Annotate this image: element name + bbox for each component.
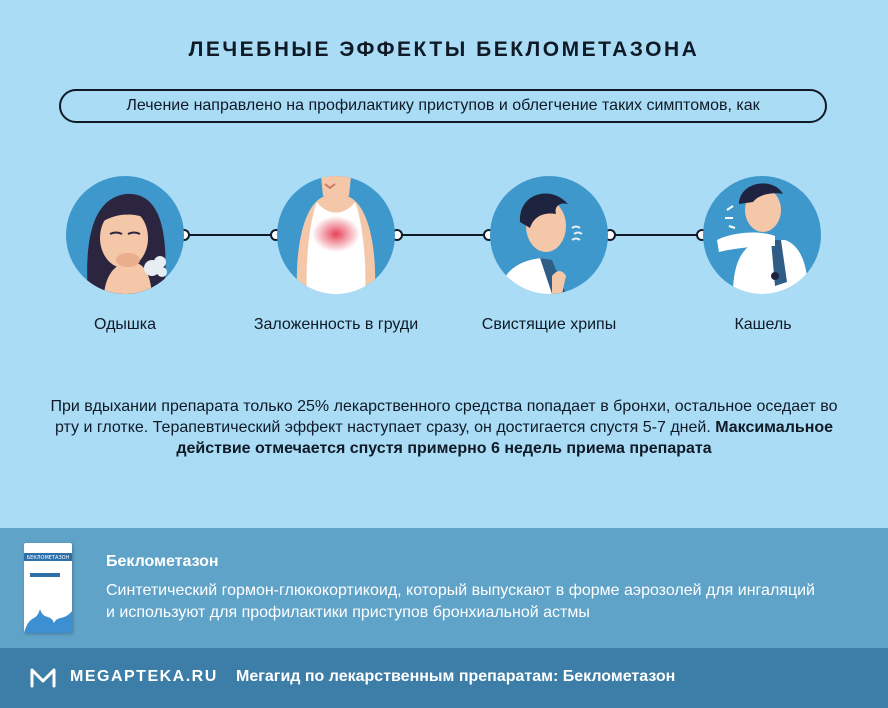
page-title: ЛЕЧЕБНЫЕ ЭФФЕКТЫ БЕКЛОМЕТАЗОНА <box>188 38 700 61</box>
symptom-label-1: Одышка <box>93 316 156 333</box>
info-text: При вдыхании препарата только 25% лекарственного средства попадает в бронхи, остальное оседает во рту и глотке. Терапевтический эффект наступает сразу, он достигается спустя 5-7 дней. <box>50 398 838 436</box>
subtitle-text: Лечение направлено на профилактику приступов и облегчение таких симптомов, как <box>126 97 760 114</box>
wheezing-man-icon <box>490 176 608 294</box>
drug-box-label: БЕКЛОМЕТАЗОН <box>26 555 70 561</box>
info-paragraph <box>40 396 848 459</box>
drug-description: Синтетический гормон-глюкокортикоид, который выпускают в форме аэрозолей для ингаляций и используют для профилактики приступов бронхиальной астмы <box>106 582 815 621</box>
symptom-label-4: Кашель <box>734 316 792 333</box>
symptom-label-3: Свистящие хрипы <box>481 316 617 333</box>
symptom-label-2: Заложенность в груди <box>253 316 419 333</box>
man-coughing-icon <box>703 176 821 294</box>
footer-text: Мегагид по лекарственным препаратам: Беклометазон <box>236 668 676 685</box>
megapteka-logo-icon <box>30 666 56 688</box>
woman-coughing-icon <box>66 176 184 294</box>
info-bold-text: Максимальное действие отмечается спустя примерно 6 недель приема препарата <box>176 419 834 457</box>
drug-name: Беклометазон <box>106 553 219 570</box>
footer-logo[interactable]: MEGAPTEKA.RU <box>70 668 218 685</box>
chest-pain-icon <box>277 176 395 294</box>
drug-box-image <box>24 543 72 633</box>
